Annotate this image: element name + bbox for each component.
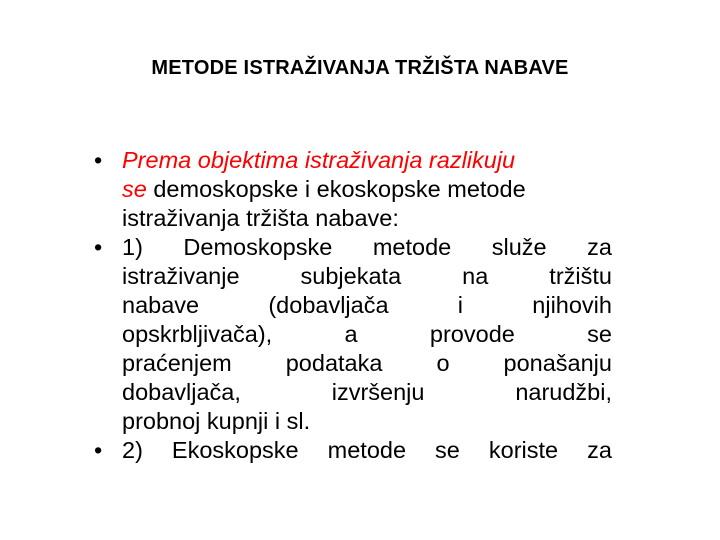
word: za [587, 234, 612, 260]
bullet-1-line-3: istraživanja tržišta nabave: [122, 205, 399, 231]
bullet-1-emphasis: Prema objektima istraživanja razlikuju [122, 147, 516, 173]
word: metode [327, 437, 407, 463]
bullet-1-line-2-text: demoskopske i ekoskopske metode [153, 176, 526, 202]
word: istraživanje [122, 263, 240, 289]
bullet-3-line-1 [122, 436, 612, 465]
word: 1) [122, 234, 143, 260]
bullet-2-line-5 [122, 349, 612, 378]
word: koriste [488, 437, 559, 463]
bullet-3 [92, 436, 612, 465]
word: subjekata [300, 263, 402, 289]
slide-title: METODE ISTRAŽIVANJA TRŽIŠTA NABAVE [151, 57, 569, 79]
word: 2) [122, 437, 143, 463]
word: za [587, 437, 612, 463]
bullet-1 [92, 146, 612, 233]
word: narudžbi, [515, 379, 612, 405]
word: tržištu [549, 263, 612, 289]
bullet-marker: • [94, 437, 103, 463]
word: a [344, 321, 358, 347]
bullet-1-line-2 [122, 175, 612, 204]
word: metode [372, 234, 452, 260]
bullet-2-line-7: probnoj kupnji i sl. [122, 408, 311, 434]
bullet-2-line-4 [122, 320, 612, 349]
word: podataka [285, 350, 383, 376]
word: praćenjem [122, 350, 232, 376]
word: se [587, 321, 612, 347]
word: Ekoskopske [171, 437, 299, 463]
word: njihovih [532, 292, 612, 318]
word: se [435, 437, 460, 463]
word: Demoskopske [183, 234, 333, 260]
word: opskrbljivača), [122, 321, 273, 347]
slide-body [92, 146, 612, 465]
word: na [462, 263, 489, 289]
bullet-1-emphasis-2: se [122, 176, 147, 202]
word: provode [429, 321, 515, 347]
bullet-2-line-3 [122, 291, 612, 320]
word: izvršenju [331, 379, 425, 405]
word: o [436, 350, 450, 376]
word: ponašanju [503, 350, 612, 376]
word: služe [491, 234, 547, 260]
bullet-marker: • [94, 147, 103, 173]
word: dobavljača, [122, 379, 241, 405]
bullet-2-line-6 [122, 378, 612, 407]
bullet-marker: • [94, 234, 103, 260]
word: (dobavljača [268, 292, 389, 318]
word: nabave [122, 292, 200, 318]
bullet-1-line-1 [122, 146, 612, 175]
bullet-2-line-2 [122, 262, 612, 291]
bullet-2 [92, 233, 612, 436]
bullet-2-line-1 [122, 233, 612, 262]
word: i [457, 292, 464, 318]
